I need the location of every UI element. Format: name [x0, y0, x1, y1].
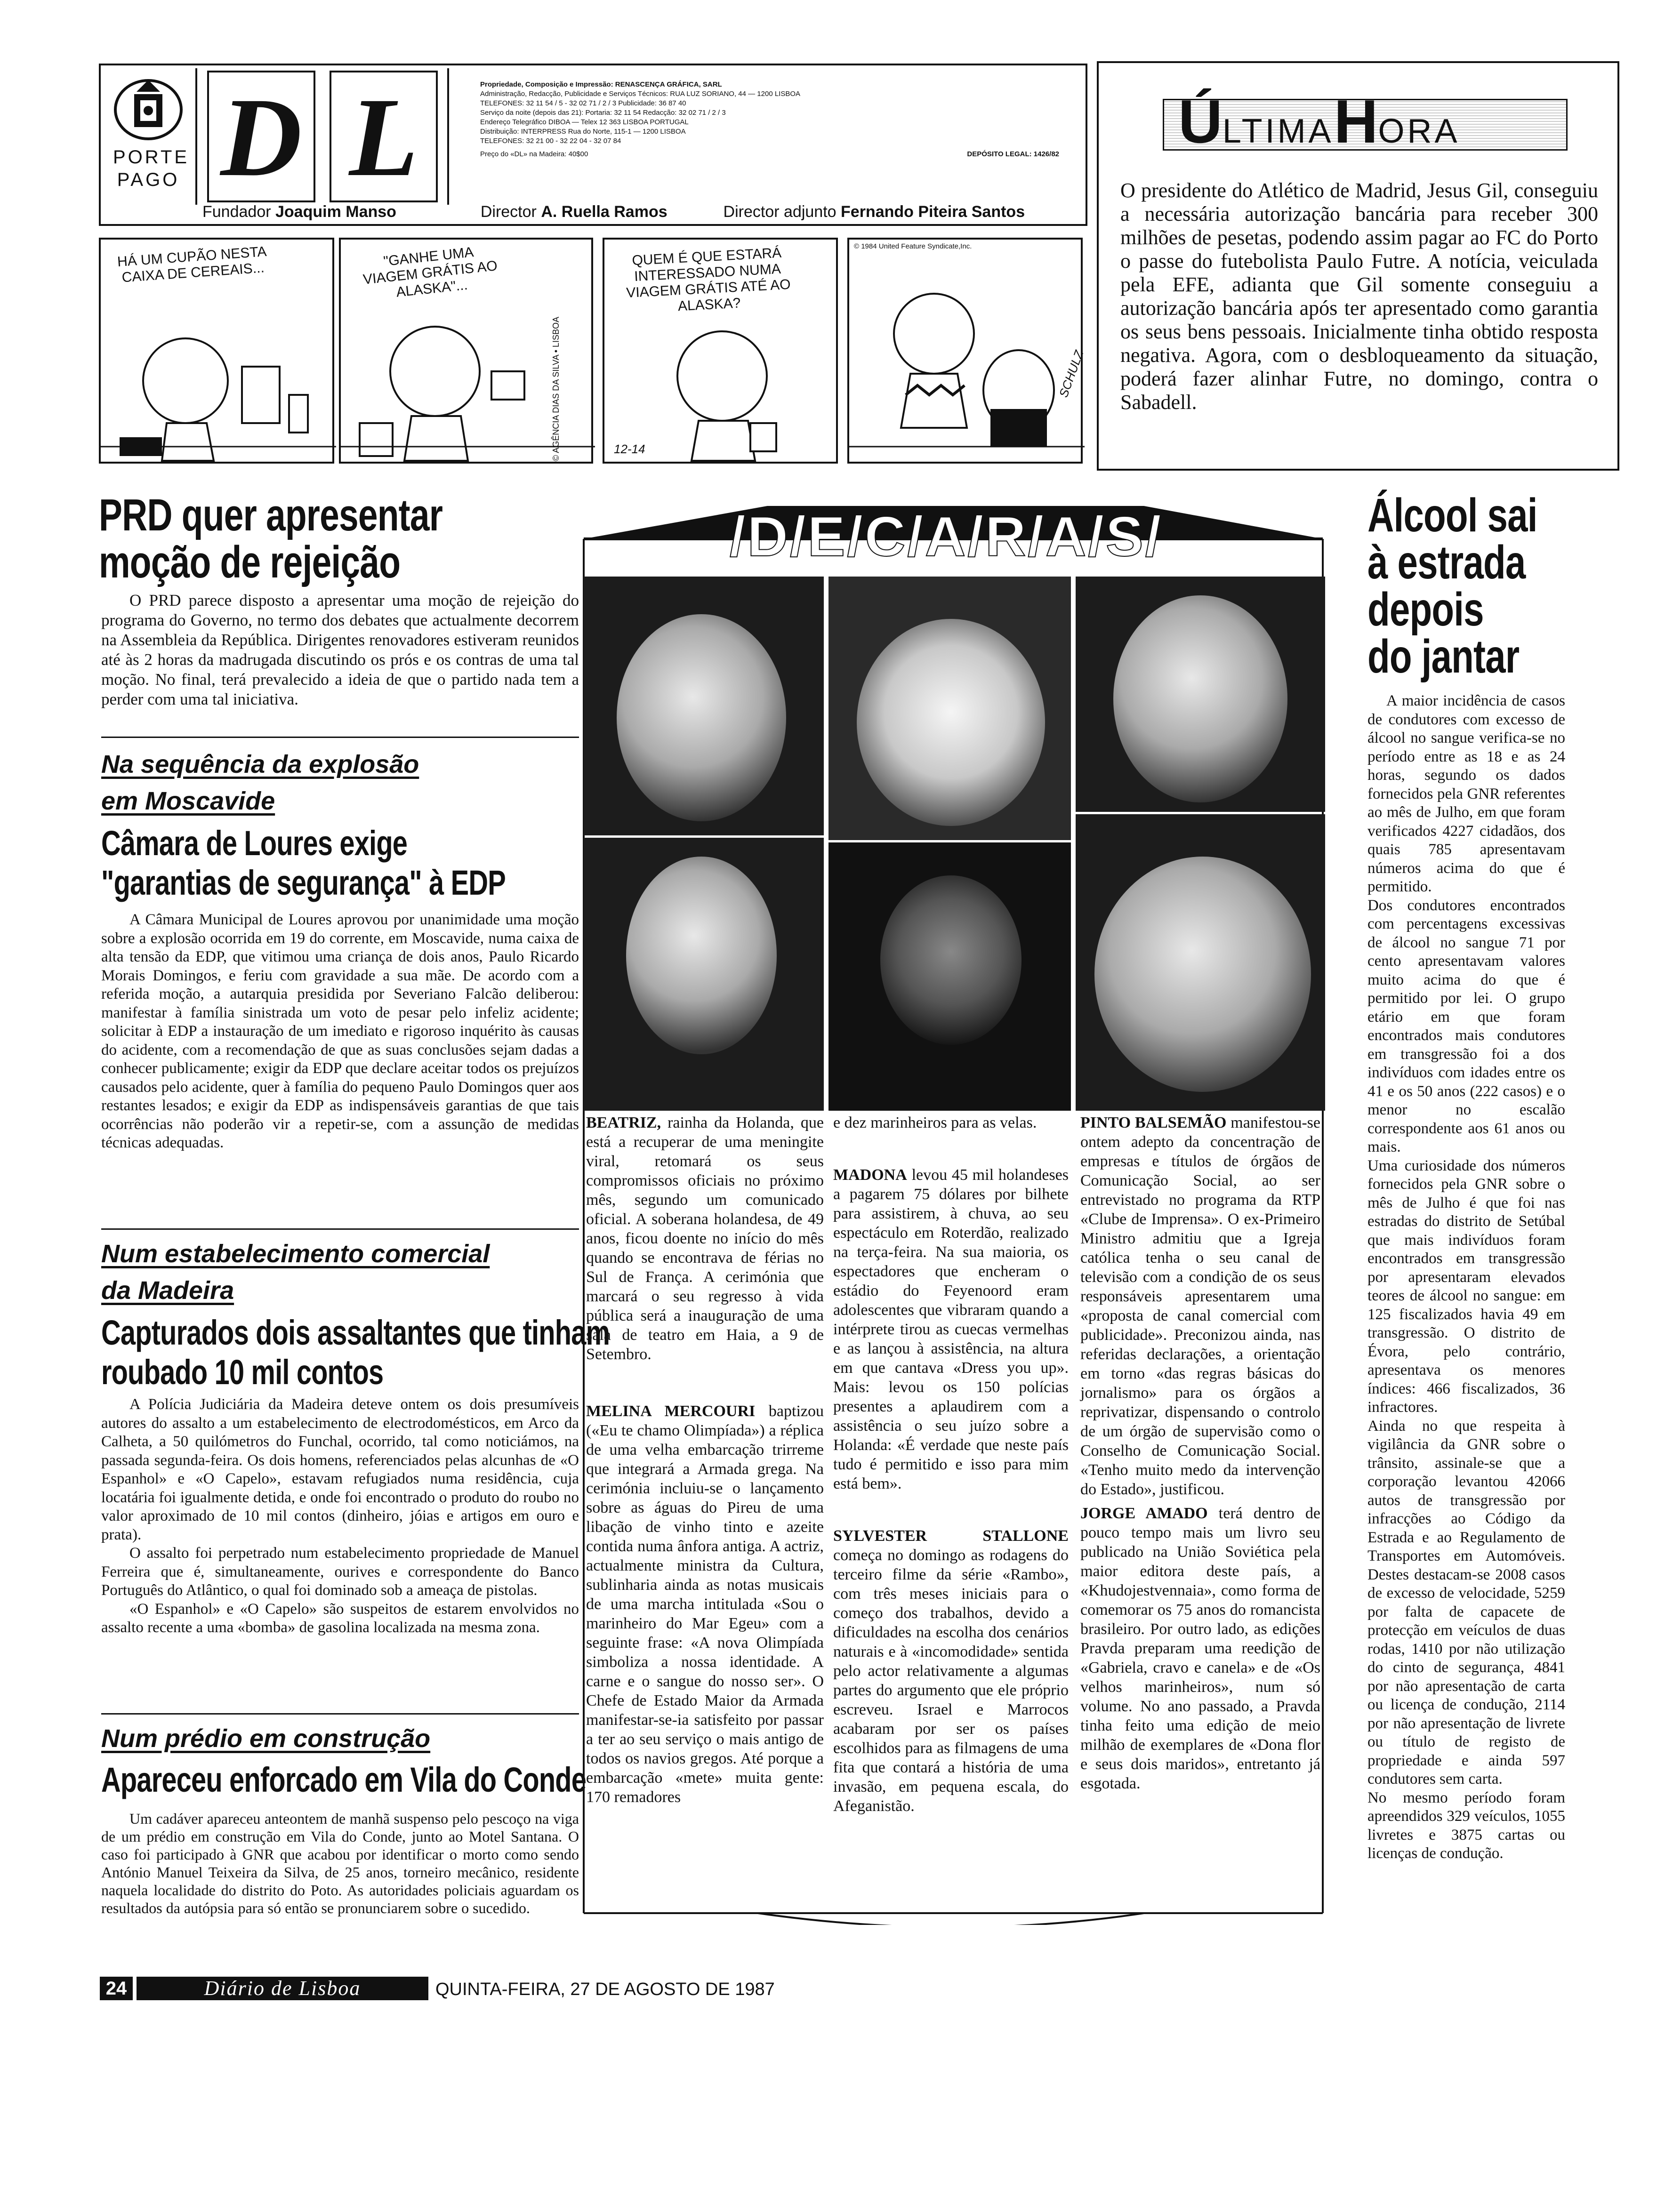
vila-conde-kicker: Num prédio em construção [101, 1724, 431, 1753]
vila-conde-headline: Apareceu enforcado em Vila do Conde [101, 1760, 587, 1799]
de-caras-col-3: PINTO BALSEMÃO manifestou-se ontem adepto da concentração de empresas e títulos de órgãos de Comunicação Social, ao ser entrevistado no programa da RTP «Clube de Imprensa». O ex-Primeiro Ministro admitiu que a Igreja católica tenha o seu canal de televisão com a condição de os seus responsáveis apresentarem uma «proposta de canal comercial com publicidade». Preconizou ainda, nas referidas declarações, a orientação em torno «das regras básicas do jornalismo» para os órgãos a reprivatizar, dispensando o controlo de um órgão de supervisão como o Conselho de Comunicação Social. «Tenho muito medo da intervenção do Estado», justificou. JORGE AMADO terá dentro de pouco tempo mais um livro seu publicado na União Soviética pela maior editora deste país, a «Khudojestvennaia», como forma de comemorar os 75 anos do romancista brasileiro. Por outro lado, as edições Pravda preparam uma reedição de «Gabriela, cravo e canela» e de «Os velhos marinheiros», num só volume. No ano passado, a Pravda tinha feito uma edição de meio milhão de exemplares de «Dona flor e seus dois maridos», entretanto já esgotada. [1080, 1114, 1321, 1792]
vila-conde-text: Um cadáver apareceu anteontem de manhã suspenso pelo pescoço na viga de um prédio em construção em Vila do Conde, junto ao Motel Santana. O caso foi participado à GNR que acabou por identificar o morto como sendo António Manuel Teixeira da Silva, de 25 anos, torneiro mecânico, residente naquela localidade do distrito do Poto. As autoridades policiais aguardam os resultados da autópsia para só então se pronunciarem sobre o sucedido. [101, 1810, 579, 1916]
photo-jorge-amado [1076, 814, 1325, 1111]
comic-panel-1: HÁ UM CUPÃO NESTA CAIXA DE CEREAIS... [99, 238, 334, 464]
madeira-headline: Capturados dois assaltantes que tinham roubado 10 mil contos [101, 1313, 610, 1392]
photo-portrait-dark [828, 842, 1071, 1111]
de-caras-col-1: BEATRIZ, rainha da Holanda, que está a recuperar de uma meningite viral, retomará os seus compromissos oficiais no próximo mês, segundo um comunicado oficial. A soberana holandesa, de 49 anos, ficou doente no início do mês quando se encontrava de férias no Sul de França. A cerimónia que marcará o seu regresso à vida pública será a inauguração de uma sala de teatro em Haia, a 9 de Setembro. MELINA MERCOURI baptizou («Eu te chamo Olimpíada») a réplica de uma velha embarcação trirreme que integrará a Armada grega. Na cerimónia incluiu-se o lançamento sobre as águas do Pireu de uma libação de vinho tinto e azeite contida numa ânfora antiga. A actriz, actualmente ministra da Cultura, sublinharia ainda as notas musicais de uma marcha intitulada «Sou o marinheiro do Mar Egeu» com a seguinte frase: «A nova Olimpíada simboliza a nossa identidade. A carne e o sangue do nosso ser». O Chefe de Estado Maior da Armada manifestar-se-ia satisfeito por passar a ter ao seu serviço o mais antigo de todos os navios gregos. Até porque a embarcação «mete» muita gente: 170 remadores [586, 1114, 824, 1806]
footer-paper-name: Diário de Lisboa [137, 1977, 428, 2000]
photo-beatriz [584, 577, 824, 835]
porte-pago-label: PORTE PAGO [113, 147, 190, 190]
page-number: 24 [100, 1977, 133, 2000]
photo-madonna [1076, 577, 1325, 812]
comic-panel-2: "GANHE UMA VIAGEM GRÁTIS AO ALASKA"... [339, 238, 593, 464]
masthead-credits: Fundador Joaquim Manso Director A. Ruella Ramos Director adjunto Fernando Piteira Santos [202, 203, 1025, 221]
comic-panel-3: QUEM É QUE ESTARÁ INTERESSADO NUMA VIAGEM GRÁTIS ATÉ AO ALASKA? 12-14 [603, 238, 838, 464]
loures-text: A Câmara Municipal de Loures aprovou por unanimidade uma moção sobre a explosão ocorrida em 19 do corrente, em Moscavide, numa caixa de alta tensão da EDP, que vitimou uma criança de dois anos, Paulo Ricardo Morais Domingos, e feriu com gravidade a sua mãe. De acordo com a referida moção, a autarquia presidida por Severiano Falcão deliberou: manifestar à família sinistrada um voto de pesar pelo infeliz acidente; solicitar à EDP a instauração de um imediato e rigoroso inquérito às causas do acidente, com a recomendação de que as suas conclusões sejam dadas a conhecer publicamente; exigir da EDP que declare aceitar todos os prejuízos causados pelo acidente, quer à família do pequeno Paulo Domingos quer aos restantes lesados; e exigir da EDP as indispensáveis garantias de que tais ocorrências não poderão vir a repetir-se, com a assunção de medidas técnicas adequadas. [101, 911, 579, 1151]
photo-sylvester-stallone [584, 838, 824, 1111]
logo-letter-l: L [330, 71, 438, 202]
ultima-hora-text: O presidente do Atlético de Madrid, Jesus Gil, conseguiu a necessária autorização bancária para receber 300 milhões de pesetas, podendo assim pagar ao FC do Porto o passe do futebolista Paulo Futre. A notícia, veiculada pela EFE, adianta que Gil somente conseguiu a autorização bancária após ter apresentado como garantia os seus bens pessoais. Inicialmente tinha obtido resposta negativa. Agora, com o desbloqueamento da situação, poderá fazer alinhar Futre, no domingo, contra o Sabadell. [1120, 179, 1598, 414]
divider [101, 737, 579, 738]
de-caras-col-2: e dez marinheiros para as velas. MADONA levou 45 mil holandeses a pagarem 75 dólares por bilhete para assistirem, à chuva, ao seu espectáculo em Roterdão, realizado na terça-feira. Na sua maioria, os espectadores que encheram o estádio do Feyenoord eram adolescentes que vibraram quando a intérprete tirou as cuecas vermelhas e as lançou à assistência, na altura em que cantava «Dress you up». Mais: levou os 150 polícias presentes a aplaudirem com a assistência o seu juízo sobre a Holanda: «É verdade que neste país tudo é permitido e isso para mim está bem». SYLVESTER STALLONE começa no domingo as rodagens do terceiro filme da série «Rambo», com três meses iniciais para o começo dos trabalhos, devido a dificuldades na escolha dos cenários naturais e à «incomodidade» sentida pelo actor relativamente a algumas partes do argumento que ele próprio escreveu. Israel e Marrocos acabaram por ser os países escolhidos para as filmagens de uma fita que contará a história de uma invasão, em pequena escala, do Afeganistão. [833, 1114, 1069, 1815]
ultima-hora-title: ÚLTIMAHORA [1163, 99, 1568, 151]
comic-panel-4: © 1984 United Feature Syndicate,Inc. SCHULZ [847, 238, 1083, 464]
comic-agency-credit: © AGÊNCIA DIAS DA SILVA • LISBOA [551, 316, 561, 461]
coat-of-arms-icon [108, 73, 188, 144]
prd-headline: PRD quer apresentar moção de rejeição [99, 490, 443, 587]
masthead-info: Propriedade, Composição e Impressão: RENASCENÇA GRÁFICA, SARL Administração, Redacção, Publicidade e Serviços Técnicos: RUA LUZ SORIANO, 44 — 1200 LISBOA TELEFONES: 32 11 54 / 5 - 32 02 71 / 2 / 3 Publicidade: 36 87 40 Serviço da noite (depois das 21): Portaria: 32 11 54 Redacção: 32 02 71 / 2 / 3 Endereço Telegráfico DIBOA — Telex 12 363 LISBOA PORTUGAL Distribuição: INTERPRESS Rua do Norte, 115-1 — 1200 LISBOA TELEFONES: 32 21 00 - 32 22 04 - 32 07 84 Preço do «DL» na Madeira: 40$00 DEPÓSITO LEGAL: 1426/82 [480, 80, 1059, 158]
de-caras-title: /D/E/C/A/R/A/S/ [730, 505, 1163, 568]
alcool-headline: Álcool sai à estrada depois do jantar [1367, 489, 1537, 683]
alcool-text: A maior incidência de casos de condutores com excesso de álcool no sangue verifica-se no período entre as 18 e as 24 horas, segundo os dados fornecidos pela GNR referentes ao mês de Julho, em que foram verificados 4227 cidadãos, dos quais 785 apresentavam números acima do que é permitido. Dos condutores encontrados com percentagens excessivas de álcool no sangue 71 por cento apresentavam valores muito acima do que é permitido por lei. O grupo etário em que foram encontrados mais condutores em transgressão foi a dos indivíduos com idades entre os 41 e os 50 anos (222 casos) e o menor no escalão correspondente aos 61 anos ou mais. Uma curiosidade dos números fornecidos pela GNR sobre o mês de Julho é que foi nas estradas do distrito de Setúbal que mais indivíduos foram encontrados em transgressão por apresentaram elevados teores de álcool no sangue: em 125 fiscalizados havia 49 em transgressão. O distrito de Évora, pelo contrário, apresentava os menores índices: 466 fiscalizados, 36 infractores. Ainda no que respeita à vigilância da GNR sobre o trânsito, assinale-se que a corporação levantou 42066 autos de transgressão por infracções ao Código da Estrada e ao Regulamento de Transportes em Automóveis. Destes destacam-se 2008 casos de excesso de velocidade, 5259 por falta de capacete de protecção em veículos de duas rodas, 1410 por não utilização do cinto de segurança, 4841 por não apresentação de carta ou licença de condução, 2114 por não apresentação de livrete ou título de registo de propriedade e ainda 597 condutores sem carta. No mesmo período foram apreendidos 329 veículos, 1055 livretes e 3875 cartas ou licenças de condução. [1367, 692, 1565, 1862]
prd-text: O PRD parece disposto a apresentar uma moção de rejeição do programa do Governo, no termo dos debates que actualmente decorrem na Assembleia da República. Dirigentes renovadores estiveram reunidos até às 2 horas da madrugada discutindo os prós e os contras de uma tal moção. No final, terá prevalecido a ideia de que o partido nada tem a perder com uma tal iniciativa. [101, 591, 579, 708]
madeira-text: A Polícia Judiciária da Madeira deteve ontem os dois presumíveis autores do assalto a um estabelecimento de electrodomésticos, em Arco da Calheta, a 50 quilómetros do Funchal, ocorrido, tal como noticiámos, na passada segunda-feira. Os dois homens, referenciados pelas alcunhas de «O Espanhol» e «O Capelo», estavam refugiados numa residência, cuja locatária foi igualmente detida, e onde foi encontrado o produto do roubo no valor aproximado de 10 mil contos (dinheiro, jóias e artigos em ouro e prata). O assalto foi perpetrado num estabelecimento propriedade de Manuel Ferreira que é, simultaneamente, ourives e correspondente do Banco Português do Atlântico, o qual foi dominado sob a ameaça de pistolas. «O Espanhol» e «O Capelo» são suspeitos de estarem envolvidos no assalto recente a uma «bomba» de gasolina localizada na mesma zona. [101, 1396, 579, 1636]
loures-headline: Câmara de Loures exige "garantias de segurança" à EDP [101, 824, 506, 902]
loures-kicker: Na sequência da explosão em Moscavide [101, 750, 419, 815]
photo-melina-mercouri [828, 577, 1071, 840]
footer-date: QUINTA-FEIRA, 27 DE AGOSTO DE 1987 [435, 1980, 775, 1999]
logo-letter-d: D [207, 71, 315, 202]
madeira-kicker: Num estabelecimento comercial da Madeira [101, 1240, 490, 1305]
